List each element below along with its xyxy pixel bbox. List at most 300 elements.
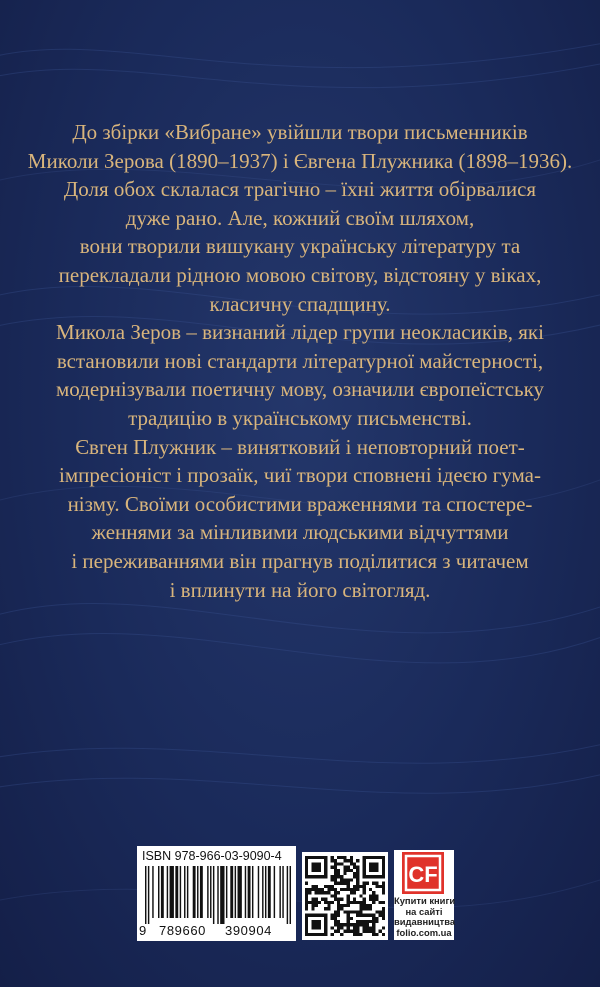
qr-module bbox=[337, 856, 340, 859]
qr-module bbox=[331, 856, 334, 859]
qr-module bbox=[366, 904, 369, 907]
qr-module bbox=[324, 885, 327, 888]
qr-module bbox=[337, 891, 340, 894]
qr-module bbox=[334, 920, 337, 923]
qr-module bbox=[327, 907, 330, 910]
qr-module bbox=[382, 907, 385, 910]
qr-module bbox=[372, 933, 375, 936]
qr-module bbox=[337, 904, 340, 907]
qr-module bbox=[318, 891, 321, 894]
qr-module bbox=[340, 882, 343, 885]
qr-module bbox=[347, 898, 350, 901]
qr-module bbox=[382, 888, 385, 891]
qr-module bbox=[382, 926, 385, 929]
qr-module bbox=[305, 882, 308, 885]
qr-module bbox=[356, 914, 359, 917]
qr-module bbox=[363, 907, 366, 910]
qr-module bbox=[327, 885, 330, 888]
qr-module bbox=[363, 904, 366, 907]
qr-module bbox=[324, 901, 327, 904]
qr-module bbox=[347, 878, 350, 881]
qr-module bbox=[369, 920, 372, 923]
qr-module bbox=[331, 894, 334, 897]
blurb-line: Доля обох склалася трагічно – їхні життя обірвалися bbox=[63, 177, 537, 202]
qr-module bbox=[305, 891, 308, 894]
qr-module bbox=[363, 926, 366, 929]
qr-module bbox=[382, 917, 385, 920]
qr-module bbox=[343, 872, 346, 875]
qr-module bbox=[334, 914, 337, 917]
qr-module bbox=[375, 910, 378, 913]
barcode-bars bbox=[145, 866, 291, 924]
qr-module bbox=[363, 920, 366, 923]
blurb-line: дуже рано. Але, кожний своїм шляхом, bbox=[125, 205, 475, 230]
qr-module bbox=[372, 898, 375, 901]
qr-module bbox=[359, 933, 362, 936]
barcode-bar bbox=[213, 866, 214, 924]
qr-module bbox=[334, 878, 337, 881]
qr-module bbox=[324, 907, 327, 910]
qr-module bbox=[350, 891, 353, 894]
qr-module bbox=[334, 866, 337, 869]
qr-module bbox=[347, 920, 350, 923]
blurb-line: встановили нові стандарти літературної майстерності, bbox=[56, 348, 544, 373]
qr-module bbox=[315, 888, 318, 891]
qr-module bbox=[382, 882, 385, 885]
barcode-bar bbox=[220, 866, 224, 924]
qr-module bbox=[305, 888, 308, 891]
qr-module bbox=[363, 930, 366, 933]
qr-module bbox=[372, 920, 375, 923]
qr-module bbox=[311, 904, 314, 907]
qr-module bbox=[356, 859, 359, 862]
qr-module bbox=[337, 914, 340, 917]
qr-module bbox=[334, 862, 337, 865]
qr-module bbox=[350, 930, 353, 933]
qr-module bbox=[359, 914, 362, 917]
qr-module bbox=[337, 901, 340, 904]
qr-module bbox=[359, 894, 362, 897]
publisher-caption bbox=[394, 896, 454, 938]
qr-module bbox=[356, 869, 359, 872]
qr-module bbox=[379, 910, 382, 913]
qr-module bbox=[366, 930, 369, 933]
barcode-bar bbox=[167, 866, 168, 918]
qr-module bbox=[331, 878, 334, 881]
qr-module bbox=[334, 923, 337, 926]
qr-code bbox=[302, 852, 388, 940]
qr-module bbox=[375, 933, 378, 936]
qr-module bbox=[353, 923, 356, 926]
qr-module bbox=[327, 904, 330, 907]
qr-finder bbox=[311, 920, 321, 930]
qr-module bbox=[343, 869, 346, 872]
qr-module bbox=[321, 888, 324, 891]
qr-module bbox=[347, 923, 350, 926]
qr-module bbox=[356, 875, 359, 878]
barcode-bar bbox=[145, 866, 146, 924]
barcode-bar bbox=[245, 866, 246, 918]
qr-module bbox=[359, 923, 362, 926]
qr-module bbox=[334, 910, 337, 913]
qr-module bbox=[350, 862, 353, 865]
qr-module bbox=[327, 901, 330, 904]
qr-module bbox=[353, 910, 356, 913]
qr-module bbox=[375, 917, 378, 920]
blurb-line: Микола Зеров – визнаний лідер групи неокласиків, які bbox=[56, 320, 544, 345]
qr-module bbox=[375, 885, 378, 888]
qr-module bbox=[340, 898, 343, 901]
qr-module bbox=[331, 901, 334, 904]
qr-module bbox=[331, 914, 334, 917]
qr-module bbox=[372, 891, 375, 894]
qr-module bbox=[337, 907, 340, 910]
qr-module bbox=[356, 920, 359, 923]
qr-module bbox=[369, 904, 372, 907]
qr-module bbox=[337, 875, 340, 878]
barcode-bar bbox=[248, 866, 251, 918]
qr-module bbox=[331, 926, 334, 929]
qr-module bbox=[359, 901, 362, 904]
qr-module bbox=[343, 923, 346, 926]
qr-module bbox=[308, 901, 311, 904]
qr-module bbox=[331, 859, 334, 862]
qr-module bbox=[305, 894, 308, 897]
barcode-bar bbox=[193, 866, 196, 918]
qr-module bbox=[331, 933, 334, 936]
qr-module bbox=[337, 930, 340, 933]
qr-module bbox=[340, 933, 343, 936]
qr-module bbox=[359, 885, 362, 888]
qr-module bbox=[331, 888, 334, 891]
qr-module bbox=[366, 914, 369, 917]
barcode-bar bbox=[235, 866, 236, 918]
qr-module bbox=[369, 907, 372, 910]
qr-module bbox=[372, 926, 375, 929]
qr-module bbox=[337, 869, 340, 872]
qr-module bbox=[305, 901, 308, 904]
qr-module bbox=[311, 885, 314, 888]
qr-module bbox=[343, 930, 346, 933]
qr-module bbox=[353, 930, 356, 933]
qr-module bbox=[334, 872, 337, 875]
qr-finder bbox=[311, 862, 321, 872]
qr-module bbox=[372, 923, 375, 926]
qr-module bbox=[337, 882, 340, 885]
qr-module bbox=[315, 891, 318, 894]
qr-module bbox=[350, 901, 353, 904]
qr-module bbox=[334, 882, 337, 885]
qr-module bbox=[353, 891, 356, 894]
qr-module bbox=[347, 894, 350, 897]
barcode-bar bbox=[197, 866, 198, 918]
qr-module bbox=[331, 885, 334, 888]
qr-module bbox=[356, 878, 359, 881]
qr-module bbox=[359, 920, 362, 923]
barcode-bar bbox=[262, 866, 263, 918]
qr-module bbox=[343, 859, 346, 862]
back-cover-blurb bbox=[20, 118, 580, 604]
qr-module bbox=[369, 926, 372, 929]
qr-module bbox=[334, 894, 337, 897]
qr-module bbox=[366, 882, 369, 885]
qr-module bbox=[359, 907, 362, 910]
qr-module bbox=[308, 891, 311, 894]
qr-module bbox=[363, 914, 366, 917]
qr-module bbox=[347, 904, 350, 907]
barcode-bar bbox=[226, 866, 227, 918]
qr-module bbox=[356, 923, 359, 926]
blurb-line: нізму. Своїми особистими враженнями та спостере- bbox=[67, 491, 533, 516]
qr-module bbox=[372, 917, 375, 920]
qr-module bbox=[350, 917, 353, 920]
qr-module bbox=[347, 917, 350, 920]
barcode-bar bbox=[158, 866, 159, 918]
folio-logo bbox=[402, 852, 444, 894]
barcode-bar bbox=[210, 866, 211, 918]
qr-module bbox=[337, 926, 340, 929]
qr-module bbox=[382, 891, 385, 894]
qr-module bbox=[347, 910, 350, 913]
qr-module bbox=[324, 898, 327, 901]
qr-module bbox=[356, 910, 359, 913]
qr-module bbox=[353, 862, 356, 865]
blurb-line: вони творили вишукану українську літературу та bbox=[79, 234, 521, 259]
qr-module bbox=[369, 930, 372, 933]
qr-module bbox=[334, 875, 337, 878]
qr-module bbox=[382, 885, 385, 888]
qr-module bbox=[375, 920, 378, 923]
blurb-line: женнями за мінливими людськими відчуттями bbox=[91, 520, 509, 545]
qr-module bbox=[340, 878, 343, 881]
qr-module bbox=[379, 901, 382, 904]
barcode-bar bbox=[180, 866, 181, 918]
qr-module bbox=[340, 888, 343, 891]
folio-logo-text: CF bbox=[408, 862, 438, 887]
qr-module bbox=[308, 888, 311, 891]
qr-module bbox=[343, 856, 346, 859]
qr-module bbox=[331, 866, 334, 869]
qr-module bbox=[340, 923, 343, 926]
ean-first-digit: 9 bbox=[139, 923, 147, 938]
qr-module bbox=[359, 904, 362, 907]
publisher-caption-line: на сайті bbox=[405, 905, 443, 917]
qr-module bbox=[347, 885, 350, 888]
blurb-line: і переживаннями він прагнув поділитися з читачем bbox=[71, 548, 529, 573]
qr-module bbox=[363, 885, 366, 888]
barcode-bar bbox=[252, 866, 253, 918]
qr-module bbox=[305, 904, 308, 907]
blurb-line: і вплинути на його світогляд. bbox=[169, 577, 431, 602]
barcode-bar bbox=[207, 866, 208, 918]
qr-module bbox=[353, 875, 356, 878]
barcode-bar bbox=[184, 866, 185, 918]
barcode-bar bbox=[282, 866, 283, 918]
qr-module bbox=[334, 891, 337, 894]
qr-module bbox=[350, 856, 353, 859]
barcode-bar bbox=[290, 866, 291, 924]
qr-module bbox=[353, 901, 356, 904]
qr-module bbox=[343, 882, 346, 885]
qr-module bbox=[382, 910, 385, 913]
qr-module bbox=[347, 914, 350, 917]
blurb-line: Миколи Зерова (1890–1937) і Євгена Плужника (1898–1936). bbox=[27, 148, 573, 173]
qr-module bbox=[347, 901, 350, 904]
qr-module bbox=[343, 888, 346, 891]
qr-module bbox=[324, 891, 327, 894]
qr-module bbox=[340, 907, 343, 910]
qr-module bbox=[343, 866, 346, 869]
barcode-bar bbox=[230, 866, 233, 918]
qr-module bbox=[347, 866, 350, 869]
qr-module bbox=[318, 901, 321, 904]
qr-module bbox=[321, 898, 324, 901]
barcode-bar bbox=[258, 866, 259, 918]
qr-module bbox=[311, 888, 314, 891]
qr-module bbox=[350, 910, 353, 913]
qr-module bbox=[340, 904, 343, 907]
qr-module bbox=[315, 904, 318, 907]
qr-module bbox=[337, 910, 340, 913]
qr-module bbox=[311, 898, 314, 901]
qr-module bbox=[343, 904, 346, 907]
qr-module bbox=[347, 926, 350, 929]
qr-module bbox=[334, 888, 337, 891]
qr-module bbox=[340, 926, 343, 929]
blurb-line: До збірки «Вибране» увійшли твори письменників bbox=[72, 120, 528, 144]
qr-module bbox=[353, 933, 356, 936]
qr-module bbox=[321, 891, 324, 894]
qr-module bbox=[356, 866, 359, 869]
qr-module bbox=[356, 930, 359, 933]
qr-module bbox=[382, 914, 385, 917]
qr-module bbox=[356, 882, 359, 885]
qr-module bbox=[334, 898, 337, 901]
blurb-line: імпресіоніст і прозаїк, чиї твори сповнені ідеєю гума- bbox=[59, 463, 541, 488]
qr-module bbox=[353, 885, 356, 888]
qr-module bbox=[356, 885, 359, 888]
barcode-bar bbox=[161, 866, 164, 918]
qr-module bbox=[353, 926, 356, 929]
publisher-website: folio.com.ua bbox=[396, 926, 452, 938]
blurb-line: Євген Плужник – винятковий і неповторний поет- bbox=[75, 434, 525, 459]
qr-module bbox=[379, 885, 382, 888]
qr-module bbox=[353, 888, 356, 891]
blurb-line: перекладали рідною мовою світову, відстояну у віках, bbox=[58, 262, 542, 287]
qr-module bbox=[366, 907, 369, 910]
qr-module bbox=[375, 894, 378, 897]
blurb-line: модернізували поетичну мову, означили європеїстську bbox=[55, 377, 545, 402]
qr-module bbox=[379, 930, 382, 933]
qr-module bbox=[356, 926, 359, 929]
qr-module bbox=[337, 862, 340, 865]
qr-module bbox=[334, 930, 337, 933]
qr-module bbox=[340, 856, 343, 859]
qr-code-icon bbox=[305, 855, 385, 937]
qr-module bbox=[315, 901, 318, 904]
qr-module bbox=[315, 885, 318, 888]
barcode-bar bbox=[170, 866, 174, 918]
qr-module bbox=[350, 869, 353, 872]
qr-module bbox=[327, 888, 330, 891]
publisher-badge bbox=[394, 850, 454, 940]
qr-module bbox=[350, 923, 353, 926]
qr-module bbox=[331, 875, 334, 878]
qr-module bbox=[334, 917, 337, 920]
qr-module bbox=[372, 882, 375, 885]
qr-module bbox=[356, 901, 359, 904]
qr-module bbox=[372, 914, 375, 917]
qr-module bbox=[363, 898, 366, 901]
qr-module bbox=[347, 888, 350, 891]
qr-module bbox=[305, 898, 308, 901]
qr-module bbox=[369, 894, 372, 897]
qr-module bbox=[369, 888, 372, 891]
qr-module bbox=[353, 866, 356, 869]
ean-left-digits: 789660 bbox=[159, 923, 206, 938]
qr-module bbox=[353, 898, 356, 901]
qr-module bbox=[372, 930, 375, 933]
qr-module bbox=[356, 888, 359, 891]
barcode-bar bbox=[148, 866, 149, 924]
barcode-bar bbox=[279, 866, 280, 918]
qr-module bbox=[343, 910, 346, 913]
qr-module bbox=[340, 862, 343, 865]
qr-module bbox=[318, 888, 321, 891]
qr-module bbox=[334, 869, 337, 872]
qr-module bbox=[347, 869, 350, 872]
qr-module bbox=[366, 926, 369, 929]
qr-module bbox=[340, 875, 343, 878]
qr-module bbox=[382, 901, 385, 904]
isbn-barcode bbox=[137, 846, 296, 941]
barcode-bar bbox=[274, 866, 275, 918]
qr-module bbox=[356, 933, 359, 936]
qr-module bbox=[337, 923, 340, 926]
qr-module bbox=[369, 914, 372, 917]
qr-module bbox=[363, 891, 366, 894]
qr-module bbox=[305, 907, 308, 910]
blurb-line: класичну спадщину. bbox=[209, 291, 391, 316]
qr-module bbox=[359, 910, 362, 913]
qr-module bbox=[372, 901, 375, 904]
qr-module bbox=[350, 878, 353, 881]
qr-module bbox=[347, 859, 350, 862]
barcode-bar bbox=[265, 866, 266, 918]
qr-module bbox=[315, 898, 318, 901]
barcode-bar bbox=[268, 866, 271, 918]
qr-module bbox=[363, 888, 366, 891]
blurb-line: традицію в українському письменстві. bbox=[128, 405, 472, 430]
barcode-bar bbox=[238, 866, 242, 918]
qr-module bbox=[382, 933, 385, 936]
qr-finder bbox=[369, 862, 379, 872]
qr-module bbox=[337, 872, 340, 875]
qr-module bbox=[353, 872, 356, 875]
qr-module bbox=[350, 888, 353, 891]
isbn-number: ISBN 978-966-03-9090-4 bbox=[142, 849, 282, 863]
qr-module bbox=[375, 882, 378, 885]
qr-module bbox=[337, 898, 340, 901]
qr-module bbox=[366, 923, 369, 926]
barcode-bar bbox=[175, 866, 178, 918]
qr-module bbox=[334, 859, 337, 862]
qr-module bbox=[350, 859, 353, 862]
qr-module bbox=[363, 923, 366, 926]
publisher-caption-line: видавництва bbox=[394, 916, 456, 928]
qr-module bbox=[366, 920, 369, 923]
qr-module bbox=[343, 878, 346, 881]
